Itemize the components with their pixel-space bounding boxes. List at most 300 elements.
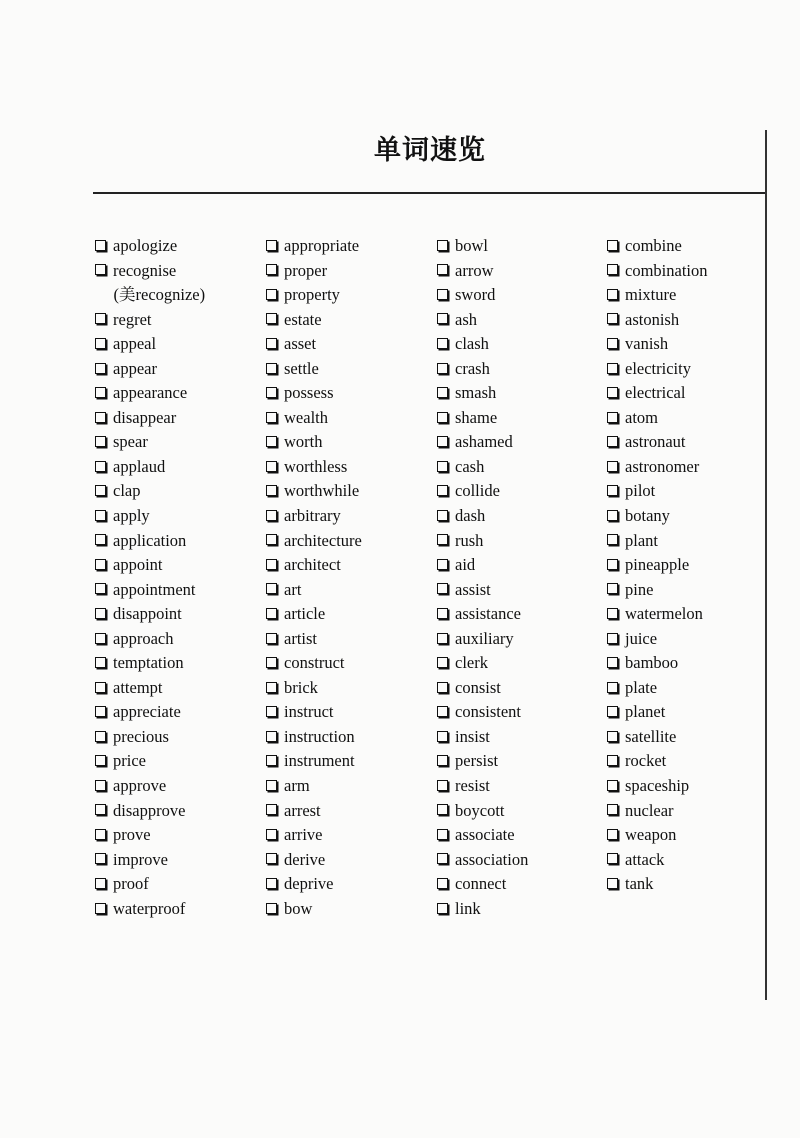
- word-label: smash: [455, 383, 497, 403]
- checkbox-icon[interactable]: [607, 387, 618, 398]
- word-item: [266, 676, 362, 701]
- word-item: [95, 504, 205, 529]
- word-item: [95, 479, 205, 504]
- word-label: consist: [455, 677, 501, 697]
- word-label: construct: [284, 653, 345, 673]
- checkbox-icon[interactable]: [266, 240, 277, 251]
- checkbox-icon[interactable]: [95, 559, 106, 570]
- word-item: [437, 823, 528, 848]
- word-label: insist: [455, 726, 490, 746]
- checkbox-icon[interactable]: [266, 608, 277, 619]
- checkbox-icon[interactable]: [437, 755, 448, 766]
- checkbox-icon[interactable]: [266, 559, 277, 570]
- word-item: [607, 455, 707, 480]
- word-label: satellite: [625, 726, 677, 746]
- word-item: [607, 332, 707, 357]
- word-item: [95, 799, 205, 824]
- word-item: [607, 529, 707, 554]
- checkbox-icon[interactable]: [95, 264, 106, 275]
- checkbox-icon[interactable]: [607, 264, 618, 275]
- checkbox-icon[interactable]: [95, 387, 106, 398]
- word-item: [266, 700, 362, 725]
- word-label: appreciate: [113, 702, 181, 722]
- checkbox-icon[interactable]: [266, 804, 277, 815]
- word-label: planet: [625, 702, 666, 722]
- checkbox-icon[interactable]: [437, 485, 448, 496]
- word-item: [266, 725, 362, 750]
- word-item: [437, 602, 528, 627]
- checkbox-icon[interactable]: [607, 583, 618, 594]
- checkbox-icon[interactable]: [607, 363, 618, 374]
- checkbox-icon[interactable]: [607, 510, 618, 521]
- checkbox-icon[interactable]: [95, 804, 106, 815]
- checkbox-icon[interactable]: [95, 755, 106, 766]
- word-label: bow: [284, 898, 313, 918]
- word-item: [266, 774, 362, 799]
- checkbox-icon[interactable]: [437, 780, 448, 791]
- word-column-3: [437, 234, 528, 921]
- checkbox-icon[interactable]: [95, 853, 106, 864]
- word-item: [437, 455, 528, 480]
- word-item: [266, 578, 362, 603]
- word-label: electrical: [625, 383, 686, 403]
- checkbox-icon[interactable]: [437, 510, 448, 521]
- checkbox-icon[interactable]: [437, 608, 448, 619]
- word-label: arrow: [455, 260, 494, 280]
- checkbox-icon[interactable]: [266, 485, 277, 496]
- checkbox-icon[interactable]: [95, 633, 106, 644]
- word-label: applaud: [113, 456, 166, 476]
- checkbox-icon[interactable]: [266, 363, 277, 374]
- word-label: arrive: [284, 825, 323, 845]
- word-label: artist: [284, 628, 317, 648]
- checkbox-icon[interactable]: [266, 436, 277, 447]
- word-item: [266, 823, 362, 848]
- checkbox-icon[interactable]: [607, 461, 618, 472]
- word-label: nuclear: [625, 800, 674, 820]
- checkbox-icon[interactable]: [437, 583, 448, 594]
- word-label: proof: [113, 874, 149, 894]
- word-item: [95, 357, 205, 382]
- checkbox-icon[interactable]: [95, 731, 106, 742]
- word-item: [437, 430, 528, 455]
- checkbox-icon[interactable]: [607, 608, 618, 619]
- checkbox-icon[interactable]: [266, 780, 277, 791]
- word-label: bowl: [455, 236, 488, 255]
- word-label: mixture: [625, 285, 677, 305]
- word-item: [95, 749, 205, 774]
- word-label: tank: [625, 874, 654, 894]
- checkbox-icon[interactable]: [95, 682, 106, 693]
- word-item: [437, 651, 528, 676]
- word-label: instruct: [284, 702, 334, 722]
- checkbox-icon[interactable]: [266, 338, 277, 349]
- checkbox-icon[interactable]: [95, 829, 106, 840]
- word-label: resist: [455, 776, 490, 796]
- checkbox-icon[interactable]: [607, 682, 618, 693]
- word-item: [95, 848, 205, 873]
- word-label: instruction: [284, 726, 355, 746]
- checkbox-icon[interactable]: [607, 731, 618, 742]
- checkbox-icon[interactable]: [437, 436, 448, 447]
- word-item: [95, 430, 205, 455]
- checkbox-icon[interactable]: [95, 485, 106, 496]
- checkbox-icon[interactable]: [266, 903, 277, 914]
- word-label: bamboo: [625, 653, 679, 673]
- word-label: apply: [113, 506, 150, 526]
- word-label: cash: [455, 456, 485, 476]
- checkbox-icon[interactable]: [437, 633, 448, 644]
- word-item: [266, 381, 362, 406]
- word-label: crash: [455, 358, 490, 378]
- word-item: [266, 651, 362, 676]
- word-item: [266, 553, 362, 578]
- word-item: [266, 504, 362, 529]
- checkbox-icon[interactable]: [437, 412, 448, 423]
- word-label: sword: [455, 285, 496, 305]
- checkbox-icon[interactable]: [437, 657, 448, 668]
- word-item: [95, 774, 205, 799]
- word-item: [266, 602, 362, 627]
- word-item: [437, 872, 528, 897]
- checkbox-icon[interactable]: [437, 559, 448, 570]
- word-label: rush: [455, 530, 484, 550]
- word-label: astronaut: [625, 432, 686, 452]
- checkbox-icon[interactable]: [95, 903, 106, 914]
- word-item: [266, 308, 362, 333]
- word-item: [437, 553, 528, 578]
- word-label: price: [113, 751, 146, 771]
- word-item: [266, 897, 362, 922]
- word-item: [266, 749, 362, 774]
- word-label: juice: [625, 628, 658, 648]
- word-item: [437, 897, 528, 922]
- checkbox-icon[interactable]: [437, 534, 448, 545]
- word-label: plate: [625, 677, 658, 697]
- word-label: weapon: [625, 825, 677, 845]
- checkbox-icon[interactable]: [266, 387, 277, 398]
- checkbox-icon[interactable]: [266, 657, 277, 668]
- checkbox-icon[interactable]: [607, 878, 618, 889]
- checkbox-icon[interactable]: [607, 338, 618, 349]
- word-label: clerk: [455, 653, 488, 673]
- word-label: appearance: [113, 383, 188, 403]
- checkbox-icon[interactable]: [607, 829, 618, 840]
- word-label: regret: [113, 309, 152, 329]
- word-item: [266, 455, 362, 480]
- word-label: ashamed: [455, 432, 513, 452]
- word-item: [607, 430, 707, 455]
- checkbox-icon[interactable]: [266, 878, 277, 889]
- word-label: plant: [625, 530, 658, 550]
- word-item: [437, 381, 528, 406]
- checkbox-icon[interactable]: [437, 682, 448, 693]
- checkbox-icon[interactable]: [95, 313, 106, 324]
- checkbox-icon[interactable]: [266, 706, 277, 717]
- checkbox-icon[interactable]: [607, 313, 618, 324]
- word-item: [607, 357, 707, 382]
- checkbox-icon[interactable]: [266, 313, 277, 324]
- word-item: [95, 332, 205, 357]
- word-label: asset: [284, 334, 317, 354]
- checkbox-icon[interactable]: [437, 903, 448, 914]
- checkbox-icon[interactable]: [607, 853, 618, 864]
- checkbox-icon[interactable]: [95, 240, 106, 251]
- checkbox-icon[interactable]: [437, 264, 448, 275]
- word-item: [607, 627, 707, 652]
- word-item: [266, 872, 362, 897]
- checkbox-icon[interactable]: [607, 633, 618, 644]
- checkbox-icon[interactable]: [95, 412, 106, 423]
- word-label: temptation: [113, 653, 184, 673]
- checkbox-icon[interactable]: [266, 853, 277, 864]
- word-item: [607, 308, 707, 333]
- word-item: [437, 799, 528, 824]
- checkbox-icon[interactable]: [266, 731, 277, 742]
- word-item: [437, 627, 528, 652]
- word-item: [437, 504, 528, 529]
- checkbox-icon[interactable]: [437, 829, 448, 840]
- word-item: [95, 676, 205, 701]
- word-label: worthwhile: [284, 481, 360, 501]
- checkbox-icon[interactable]: [95, 436, 106, 447]
- word-item: [95, 234, 205, 259]
- checkbox-icon[interactable]: [266, 412, 277, 423]
- checkbox-icon[interactable]: [607, 534, 618, 545]
- word-label: spaceship: [625, 776, 690, 796]
- word-item: [95, 529, 205, 554]
- word-label: arm: [284, 776, 310, 796]
- word-label: appeal: [113, 334, 157, 354]
- word-label: disapprove: [113, 800, 186, 820]
- word-column-4: [607, 234, 707, 897]
- word-label: combination: [625, 260, 708, 280]
- word-item: [95, 455, 205, 480]
- checkbox-icon[interactable]: [95, 878, 106, 889]
- word-item: [437, 700, 528, 725]
- word-item: [95, 651, 205, 676]
- checkbox-icon[interactable]: [266, 264, 277, 275]
- word-label: electricity: [625, 358, 691, 378]
- checkbox-icon[interactable]: [266, 289, 277, 300]
- page-title: 单词速览: [374, 135, 486, 166]
- checkbox-icon[interactable]: [95, 363, 106, 374]
- checkbox-icon[interactable]: [437, 706, 448, 717]
- word-item: [95, 823, 205, 848]
- checkbox-icon[interactable]: [437, 240, 448, 251]
- checkbox-icon[interactable]: [607, 240, 618, 251]
- word-item: [607, 553, 707, 578]
- word-item: [607, 381, 707, 406]
- word-label: approve: [113, 776, 167, 796]
- word-label: approach: [113, 628, 174, 648]
- word-label: application: [113, 530, 187, 550]
- checkbox-icon[interactable]: [437, 853, 448, 864]
- word-label: association: [455, 849, 529, 869]
- word-item: [437, 725, 528, 750]
- word-label: improve: [113, 849, 168, 869]
- checkbox-icon[interactable]: [266, 829, 277, 840]
- word-item: [607, 234, 707, 259]
- word-label: worth: [284, 432, 323, 452]
- word-item: [266, 234, 362, 259]
- word-label: waterproof: [113, 898, 186, 918]
- word-item: [266, 406, 362, 431]
- word-label: spear: [113, 432, 148, 452]
- page-right-border: [765, 130, 767, 1000]
- checkbox-icon[interactable]: [95, 583, 106, 594]
- word-item: [266, 479, 362, 504]
- word-label: proper: [284, 260, 328, 280]
- word-item: [437, 234, 528, 259]
- checkbox-icon[interactable]: [437, 387, 448, 398]
- word-item: [607, 725, 707, 750]
- word-label: worthless: [284, 456, 348, 476]
- word-label: aid: [455, 555, 476, 575]
- word-label: derive: [284, 849, 326, 869]
- word-item: [607, 774, 707, 799]
- checkbox-icon[interactable]: [266, 534, 277, 545]
- word-item: [437, 848, 528, 873]
- word-label: appointment: [113, 579, 196, 599]
- checkbox-icon[interactable]: [95, 608, 106, 619]
- word-label: astronomer: [625, 456, 700, 476]
- word-label: associate: [455, 825, 515, 845]
- word-item: [266, 799, 362, 824]
- word-label: deprive: [284, 874, 334, 894]
- word-item: [607, 872, 707, 897]
- word-item: [266, 430, 362, 455]
- word-label: art: [284, 579, 302, 599]
- word-label: arbitrary: [284, 506, 341, 526]
- checkbox-icon[interactable]: [95, 510, 106, 521]
- word-item: [266, 332, 362, 357]
- checkbox-icon[interactable]: [437, 338, 448, 349]
- word-item: [607, 848, 707, 873]
- word-label: clap: [113, 481, 141, 501]
- word-label: shame: [455, 407, 498, 427]
- checkbox-icon[interactable]: [266, 461, 277, 472]
- checkbox-icon[interactable]: [266, 755, 277, 766]
- checkbox-icon[interactable]: [607, 780, 618, 791]
- checkbox-icon[interactable]: [437, 461, 448, 472]
- checkbox-icon[interactable]: [607, 412, 618, 423]
- word-label: wealth: [284, 407, 328, 427]
- word-label: watermelon: [625, 604, 703, 624]
- word-label: collide: [455, 481, 500, 501]
- word-item: [266, 529, 362, 554]
- word-item: [607, 651, 707, 676]
- word-item: [437, 259, 528, 284]
- checkbox-icon[interactable]: [607, 289, 618, 300]
- word-item: [95, 406, 205, 431]
- word-label: architect: [284, 555, 341, 575]
- word-label: brick: [284, 677, 318, 697]
- word-item: [437, 529, 528, 554]
- word-label: botany: [625, 506, 670, 526]
- title-divider: [93, 192, 765, 194]
- checkbox-icon[interactable]: [266, 510, 277, 521]
- checkbox-icon[interactable]: [95, 780, 106, 791]
- checkbox-icon[interactable]: [266, 633, 277, 644]
- checkbox-icon[interactable]: [607, 804, 618, 815]
- checkbox-icon[interactable]: [607, 657, 618, 668]
- word-item: [437, 774, 528, 799]
- word-label: combine: [625, 236, 682, 255]
- word-label: auxiliary: [455, 628, 514, 648]
- word-label: consistent: [455, 702, 521, 722]
- checkbox-icon[interactable]: [95, 338, 106, 349]
- word-item: [437, 283, 528, 308]
- word-item: [95, 553, 205, 578]
- word-item: [266, 627, 362, 652]
- checkbox-icon[interactable]: [95, 657, 106, 668]
- word-label: precious: [113, 726, 169, 746]
- word-item: [95, 381, 205, 406]
- word-label: appear: [113, 358, 157, 378]
- word-item: [95, 602, 205, 627]
- word-label: rocket: [625, 751, 667, 771]
- checkbox-icon[interactable]: [266, 682, 277, 693]
- word-item: [607, 259, 707, 284]
- word-item: [95, 872, 205, 897]
- word-item: [607, 479, 707, 504]
- checkbox-icon[interactable]: [95, 534, 106, 545]
- word-label: connect: [455, 874, 507, 894]
- word-label: dash: [455, 506, 486, 526]
- word-label: clash: [455, 334, 489, 354]
- checkbox-icon[interactable]: [607, 436, 618, 447]
- word-item: [607, 799, 707, 824]
- word-label: appoint: [113, 555, 163, 575]
- checkbox-icon[interactable]: [95, 461, 106, 472]
- word-label: link: [455, 898, 481, 918]
- checkbox-icon[interactable]: [266, 583, 277, 594]
- checkbox-icon[interactable]: [607, 559, 618, 570]
- checkbox-icon[interactable]: [437, 878, 448, 889]
- word-item: [607, 700, 707, 725]
- word-label: ash: [455, 309, 477, 329]
- word-label: persist: [455, 751, 499, 771]
- word-label: atom: [625, 407, 658, 427]
- word-label: settle: [284, 358, 319, 378]
- word-label: estate: [284, 309, 322, 329]
- word-item: [437, 479, 528, 504]
- checkbox-icon[interactable]: [95, 706, 106, 717]
- checkbox-icon[interactable]: [437, 289, 448, 300]
- checkbox-icon[interactable]: [437, 731, 448, 742]
- checkbox-icon[interactable]: [607, 485, 618, 496]
- checkbox-icon[interactable]: [437, 363, 448, 374]
- word-label: appropriate: [284, 236, 360, 255]
- checkbox-icon[interactable]: [607, 706, 618, 717]
- word-label: recognise: [113, 260, 177, 280]
- word-label: disappoint: [113, 604, 182, 624]
- word-note: [95, 283, 205, 308]
- word-item: [437, 332, 528, 357]
- word-label: attack: [625, 849, 665, 869]
- word-label: astonish: [625, 309, 680, 329]
- word-label: assist: [455, 579, 491, 599]
- word-item: [607, 504, 707, 529]
- checkbox-icon[interactable]: [437, 804, 448, 815]
- checkbox-icon[interactable]: [437, 313, 448, 324]
- word-label: article: [284, 604, 326, 624]
- checkbox-icon[interactable]: [607, 755, 618, 766]
- word-label: vanish: [625, 334, 669, 354]
- word-item: [266, 848, 362, 873]
- word-label: architecture: [284, 530, 362, 550]
